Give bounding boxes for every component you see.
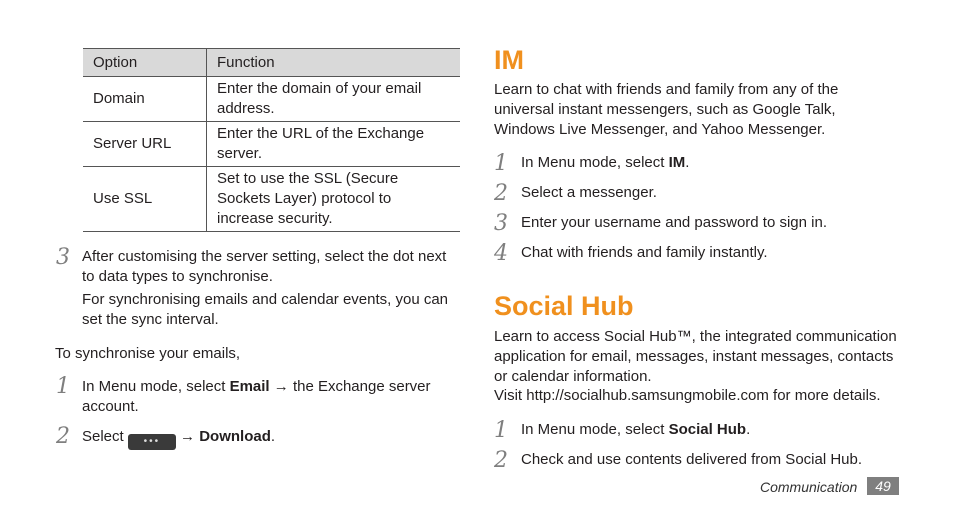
- step-number: 1: [56, 374, 70, 399]
- table-cell-function: Set to use the SSL (Secure Sockets Layer) protocol to increase security.: [207, 167, 461, 232]
- step-text: Enter your username and password to sign in.: [521, 214, 827, 231]
- step-number: 4: [494, 241, 508, 266]
- table-row: [83, 167, 460, 232]
- table-row: [83, 77, 460, 122]
- menu-download: Download: [199, 428, 271, 445]
- table-cell-function: Enter the domain of your email address.: [207, 77, 461, 122]
- footer-section-name: Communication: [760, 479, 858, 495]
- social-hub-heading: Social Hub: [494, 291, 634, 321]
- step-text: Select ••• → Download.: [82, 427, 460, 450]
- step-text: Select a messenger.: [521, 184, 657, 201]
- table-cell-option: Server URL: [83, 122, 207, 167]
- step-text: In Menu mode, select Email → the Exchange server account.: [82, 378, 431, 415]
- step-number: 1: [494, 151, 508, 176]
- table-header-function: Function: [207, 49, 461, 77]
- table-cell-function: Enter the URL of the Exchange server.: [207, 122, 461, 167]
- step-number: 3: [494, 211, 508, 236]
- social-hub-visit: Visit http://socialhub.samsungmobile.com for more details.: [494, 387, 881, 404]
- im-heading: IM: [494, 45, 524, 75]
- options-table: [83, 48, 460, 232]
- social-hub-intro: Learn to access Social Hub™, the integrated communication application for email, messages, instant messages, contacts or calendar information.: [494, 328, 897, 385]
- step-number: 1: [494, 418, 508, 443]
- step-number: 2: [494, 448, 508, 473]
- im-intro: Learn to chat with friends and family from any of the universal instant messengers, such as Google Talk, Windows Live Messenger, and Yahoo Messenger.: [494, 81, 839, 138]
- table-header-option: Option: [83, 49, 207, 77]
- step-text: In Menu mode, select Social Hub.: [521, 421, 751, 438]
- table-header-row: [83, 49, 460, 77]
- table-row: [83, 122, 460, 167]
- step-text: Check and use contents delivered from Social Hub.: [521, 451, 863, 468]
- step-text: Chat with friends and family instantly.: [521, 244, 768, 261]
- table-cell-option: Domain: [83, 77, 207, 122]
- step-number: 3: [56, 245, 70, 270]
- step-text: In Menu mode, select IM.: [521, 154, 690, 171]
- more-button-icon: •••: [128, 434, 176, 450]
- menu-email: Email: [229, 378, 270, 395]
- step-number: 2: [494, 181, 508, 206]
- page-number: 49: [867, 477, 899, 495]
- section-intro: To synchronise your emails,: [55, 345, 241, 362]
- menu-social-hub: Social Hub: [668, 421, 747, 438]
- step-note: For synchronising emails and calendar events, you can set the sync interval.: [82, 291, 449, 328]
- menu-im: IM: [668, 154, 686, 171]
- table-cell-option: Use SSL: [83, 167, 207, 232]
- step-number: 2: [56, 424, 70, 449]
- step-text: After customising the server setting, select the dot next to data types to synchronise.: [82, 248, 447, 285]
